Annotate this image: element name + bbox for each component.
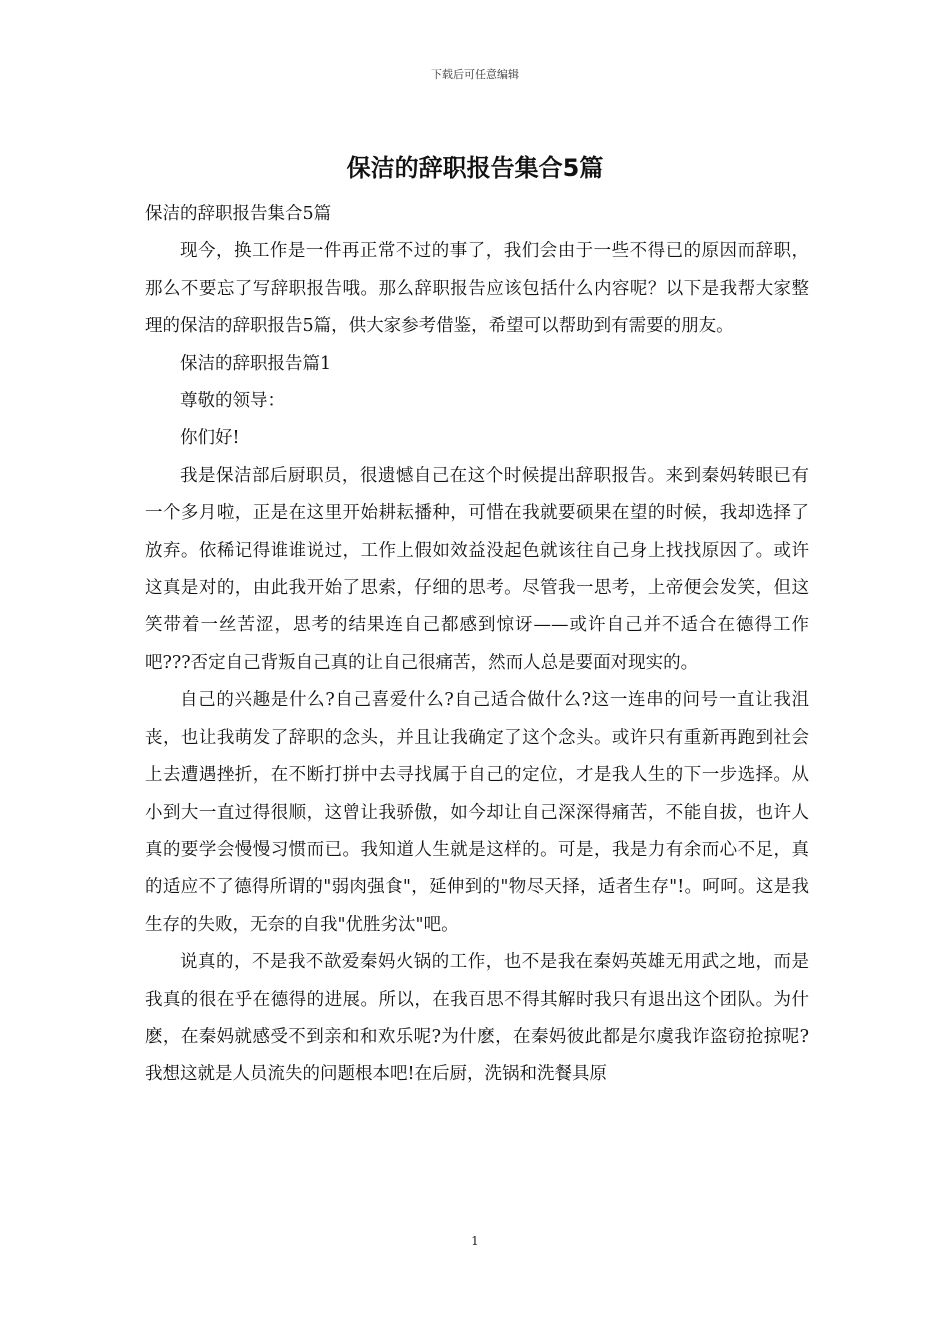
- page-number: 1: [471, 1234, 479, 1248]
- body-paragraph: 说真的，不是我不歆爱秦妈火锅的工作，也不是我在秦妈英雄无用武之地，而是我真的很在乎在德得的进展。所以，在我百思不得其解时我只有退出这个团队。为什麽，在秦妈就感受不到亲和和欢乐呢?为什麽，在秦妈彼此都是尔虞我诈盗窃抢掠呢?我想这就是人员流失的问题根本吧!在后厨，洗锅和洗餐具原: [145, 952, 809, 1085]
- section-heading: 保洁的辞职报告篇1: [180, 353, 332, 374]
- salutation: 尊敬的领导：: [180, 391, 285, 412]
- intro-paragraph: 现今，换工作是一件再正常不过的事了，我们会由于一些不得已的原因而辞职，那么不要忘了写辞职报告哦。那么辞职报告应该包括什么内容呢？以下是我帮大家整理的保洁的辞职报告5篇，供大家参考借鉴，希望可以帮助到有需要的朋友。: [145, 241, 809, 337]
- body-paragraph: 我是保洁部后厨职员，很遗憾自己在这个时候提出辞职报告。来到秦妈转眼已有一个多月啦，正是在这里开始耕耘播种，可惜在我就要硕果在望的时候，我却选择了放弃。依稀记得谁谁说过，工作上假如效益没起色就该往自己身上找找原因了。或许这真是对的，由此我开始了思索，仔细的思考。尽管我一思考，上帝便会发笑，但这笑带着一丝苦涩，思考的结果连自己都感到惊讶——或许自己并不适合在德得工作吧???否定自己背叛自己真的让自己很痛苦，然而人总是要面对现实的。: [145, 465, 809, 673]
- document-body: [145, 196, 809, 1094]
- page-header-note: 下载后可任意编辑: [431, 68, 519, 81]
- body-paragraph: 自己的兴趣是什么?自己喜爱什么?自己适合做什么?这一连串的问号一直让我沮丧，也让我萌发了辞职的念头，并且让我确定了这个念头。或许只有重新再跑到社会上去遭遇挫折，在不断打拼中去寻找属于自己的定位，才是我人生的下一步选择。从小到大一直过得很顺，这曾让我骄傲，如今却让自己深深得痛苦，不能自拔，也许人真的要学会慢慢习惯而已。我知道人生就是这样的。可是，我是力有余而心不足，真的适应不了德得所谓的"弱肉强食"，延伸到的"物尽天择，适者生存"!。呵呵。这是我生存的失败，无奈的自我"优胜劣汰"吧。: [145, 690, 809, 935]
- greeting: 你们好!: [180, 428, 240, 449]
- subtitle-paragraph: 保洁的辞职报告集合5篇: [145, 204, 332, 224]
- document-title: 保洁的辞职报告集合5篇: [346, 154, 604, 182]
